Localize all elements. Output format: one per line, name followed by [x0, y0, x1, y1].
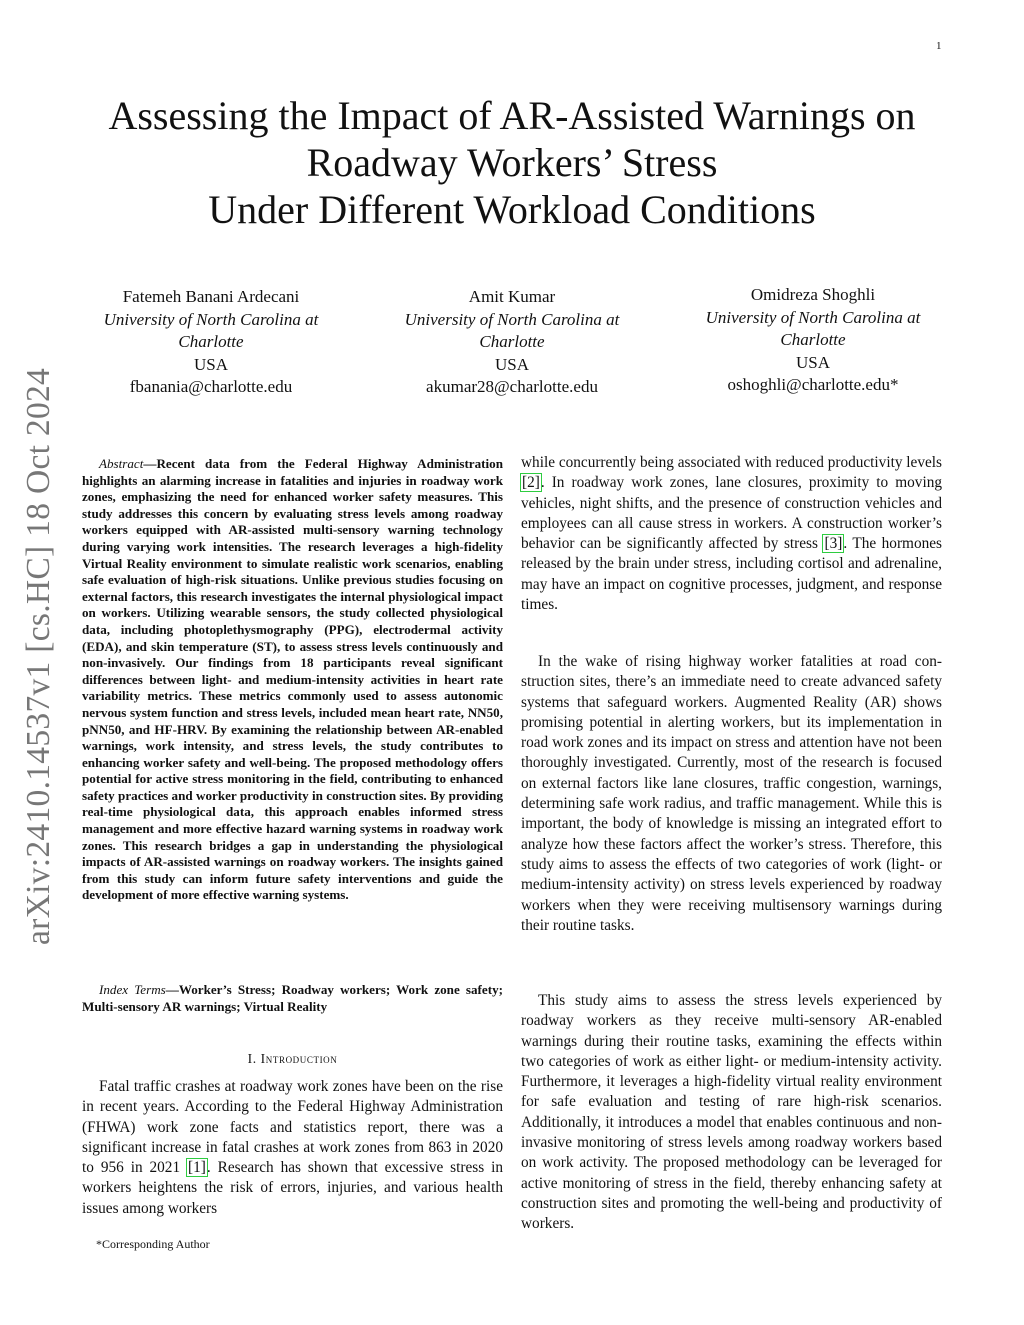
author-email[interactable]: oshoghli@charlotte.edu* — [727, 375, 899, 394]
author-affiliation: University of North Carolina at — [404, 309, 620, 329]
title-line-2: Roadway Workers’ Stress — [306, 140, 718, 185]
index-terms-label: Index Terms — [99, 982, 166, 997]
author-block-2 — [362, 286, 662, 399]
author-country: USA — [193, 354, 228, 374]
author-block-3 — [663, 284, 963, 397]
author-name: Fatemeh Banani Ardecani — [122, 287, 300, 306]
right-paragraph-3-text: This study aims to assess the stress levels experienced by roadway workers as they receive multi-sensory AR-enabled warnings during their routine tasks, examining the effects within two categories of work as either light- or medium-intensity activity. Furthermore, it leverages a high-fidelity virtual reality environment for safe evaluation and testing of rare high-risk scenarios. Additionally, it introduces a model that enables continuous and non-invasive monitoring of stress levels among roadway workers based on work activity. The proposed methodology can be leveraged for active monitoring of stress in the field, thereby enhancing safety at construction sites and promoting the well-being and productivity of workers. — [521, 992, 942, 1233]
right-paragraph-2-text: In the wake of rising highway worker fatalities at road construction sites, there’s an immediate need to create advanced safety systems that safeguard workers. Augmented Reality (AR) shows promising potential in alerting workers, but its implementation in road work zones and its impact on stress and attention have not been thoroughly investigated. Currently, most of the research is focused on external factors like lane closures, traffic congestion, warnings, determining safe work radius, and traffic management. While this is important, the body of knowledge is missing an integrated effort to analyze how these factors affect the worker’s stress. Therefore, this study aims to assess the effects of two categories of work (light- or medium-intensity activity) on stress levels experienced by roadway workers when they were receiving multisensory warnings during their routine tasks. — [521, 653, 942, 934]
citation-link-3[interactable]: [3] — [824, 535, 843, 553]
index-terms — [82, 982, 503, 1015]
arxiv-identifier: arXiv:2410.14537v1 [cs.HC] 18 Oct 2024 — [20, 367, 57, 945]
right-text-b: . In roadway work zones, lane closures, proximity to moving vehicles, night shifts, and the presence of construction vehicles and employees can all cause stress in workers. A construction worker’s behavior can be significantly affected by stress — [521, 474, 942, 553]
author-country: USA — [494, 354, 529, 374]
author-email[interactable]: akumar28@charlotte.edu — [426, 377, 598, 396]
page-number: 1 — [936, 40, 942, 52]
author-name: Amit Kumar — [468, 287, 556, 306]
right-text-c: . The hormones released by the brain under stress, including cortisol and adrenaline, may have an impact on cognitive processes, judgment, and response times. — [521, 535, 942, 614]
author-affiliation-city: Charlotte — [780, 330, 846, 349]
author-name: Omidreza Shoghli — [750, 285, 876, 304]
footnote-corresponding-author: *Corresponding Author — [96, 1237, 210, 1251]
author-block-1 — [61, 286, 361, 399]
right-paragraph-2 — [521, 652, 942, 936]
author-affiliation-city: Charlotte — [479, 332, 545, 351]
intro-paragraph-1 — [82, 1077, 503, 1219]
section-number: I. — [247, 1051, 257, 1066]
author-country: USA — [795, 352, 830, 372]
section-heading-introduction — [82, 1051, 503, 1067]
intro-text-b: . Research has shown that excessive stress in workers heightens the risk of errors, injuries, and various health issues among workers — [82, 1159, 503, 1217]
abstract-label: Abstract — [99, 456, 144, 471]
abstract-text: —Recent data from the Federal Highway Administration highlights an alarming increase in fatalities and injuries in roadway work zones, emphasizing the need for enhanced worker safety measures. This study addresses this concern by evaluating stress levels among roadway workers equipped with AR-assisted multi-sensory warning technology during varying work intensities. The research leverages a high-fidelity Virtual Reality environment to simulate realistic work scenarios, enabling safe evaluation of high-risk situations. Unlike previous studies focusing on external factors, this research investigates the internal physiological impact on workers. Utilizing wearable sensors, the study collected physiological data, including photoplethysmography (PPG), electrodermal activity (EDA), and skin temperature (ST), to assess stress levels continuously and non-invasively. Our findings from 18 participants reveal significant differences between light- and medium-intensity activities in heart rate variability metrics. These metrics commonly used to assess autonomic nervous system function and stress levels, included mean heart rate, NN50, pNN50, and HF-HRV. By examining the relationship between AR-enabled warnings, work intensity, and stress levels, the study contributes to enhancing worker safety and well-being. The proposed methodology offers potential for active stress monitoring in the field, contributing to enhanced safety practices and worker productivity in construction sites. By providing real-time physiological data, this approach enables informed stress management and more effective hazard warning systems in roadway work zones. This research bridges a gap in understanding the physiological impacts of AR-assisted warnings on roadway workers. The insights gained from this study can inform future safety interventions and guide the development of more effective warning systems. — [82, 456, 503, 903]
paper-title — [0, 92, 1024, 233]
author-affiliation-city: Charlotte — [178, 332, 244, 351]
title-line-1: Assessing the Impact of AR-Assisted Warnings on — [108, 93, 916, 138]
right-paragraph-1 — [521, 453, 942, 615]
author-affiliation: University of North Carolina at — [103, 309, 319, 329]
citation-link-2[interactable]: [2] — [522, 474, 540, 492]
author-email[interactable]: fbanania@charlotte.edu — [129, 377, 293, 396]
right-text-a: while concurrently being associated with reduced productivity levels — [521, 454, 942, 471]
author-affiliation: University of North Carolina at — [705, 307, 921, 327]
title-line-3: Under Different Workload Conditions — [208, 187, 816, 232]
abstract — [82, 456, 503, 904]
index-terms-text: —Worker’s Stress; Roadway workers; Work zone safety; Multi-sensory AR warnings; Virtual Reality — [82, 982, 503, 1014]
section-title: Introduction — [260, 1051, 338, 1066]
intro-text-a: Fatal traffic crashes at roadway work zones have been on the rise in recent years. According to the Federal Highway Administration (FHWA) work zone facts and statistics report, there was a significant increase in fatal crashes at work zones from 863 in 2020 to 956 in 2021 — [82, 1078, 503, 1177]
citation-link-1[interactable]: [1] — [188, 1159, 206, 1177]
right-paragraph-3 — [521, 991, 942, 1235]
